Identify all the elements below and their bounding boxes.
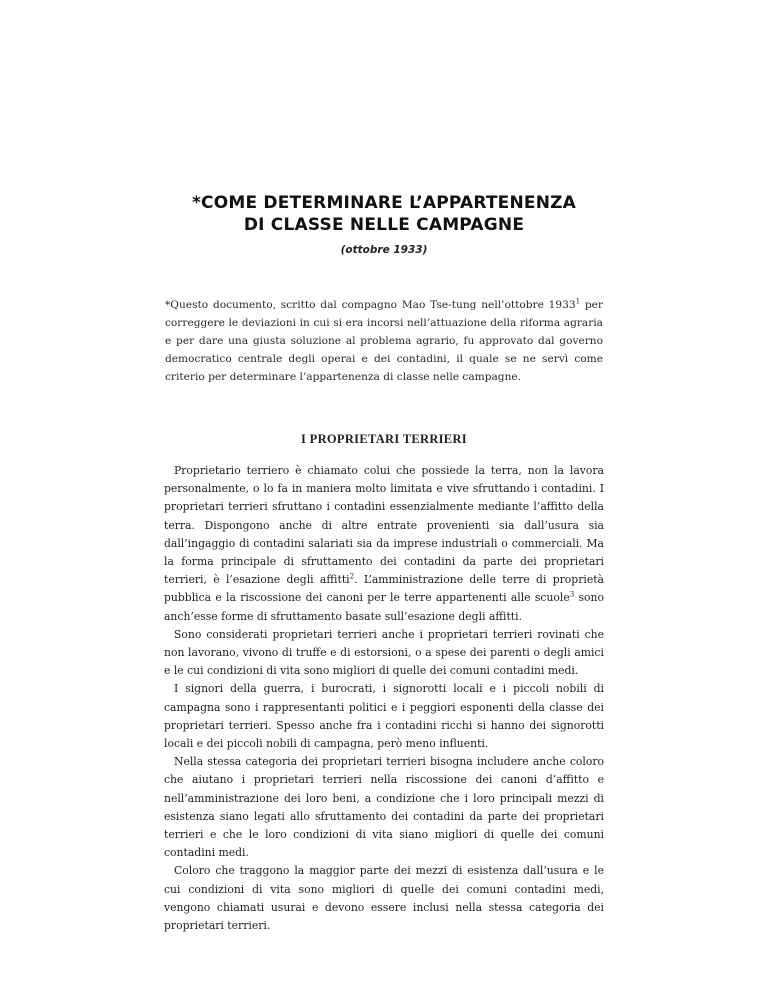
paragraph-1-part-c: sono anch’esse forme di sfruttamento basate sull’esazione degli affitti. [164, 591, 605, 623]
section-body [164, 462, 604, 935]
note-text-end: per correggere le deviazioni in cui si era incorsi nell’attuazione della riforma agraria e per dare una giusta soluzione al problema agrario, fu approvato dal governo democratico centrale degli operai e dei contadini, il quale se ne servì come criterio per determinare l’appartenenza di classe nelle campagne. [165, 299, 603, 383]
paragraph-1-part-a: Proprietario terriero è chiamato colui che possiede la terra, non la lavora personalmente, o lo fa in maniera molto limitata e vive sfruttando i contadini. I proprietari terrieri sfruttano i contadini essenzialmente mediante l’affitto della terra. Dispongono anche di altre entrate provenienti sia dall’usura sia dall’ingaggio di contadini salariati sia da imprese industriali o commerciali. Ma la forma principale di sfruttamento dei contadini da parte dei proprietari terrieri, è l’esazione degli affitti [164, 464, 604, 587]
editorial-note [165, 296, 603, 386]
paragraph-5: Coloro che traggono la maggior parte dei mezzi di esistenza dall’usura e le cui condizioni di vita sono migliori di quelle dei comuni contadini medi, vengono chiamati usurai e devono essere inclusi nella stessa categoria dei proprietari terrieri. [164, 864, 604, 933]
paragraph-1-part-b: . L’amministrazione delle terre di proprietà pubblica e la riscossione dei canoni per le terre appartenenti alle scuole [164, 573, 604, 605]
document-title-line-2: DI CLASSE NELLE CAMPAGNE [243, 215, 525, 235]
footnote-ref-3: 3 [569, 590, 575, 599]
paragraph-1 [164, 462, 604, 626]
footnote-ref-2: 2 [349, 572, 355, 581]
paragraph-2: Sono considerati proprietari terrieri anche i proprietari terrieri rovinati che non lavorano, vivono di truffe e di estorsioni, o a spese dei parenti o degli amici e le cui condizioni di vita sono migliori di quelle dei comuni contadini medi. [164, 627, 604, 678]
footnote-ref-1: 1 [575, 297, 581, 306]
document-title-line-1: *COME DETERMINARE L’APPARTENENZA [191, 193, 577, 213]
note-text-start: *Questo documento, scritto dal compagno Mao Tse-tung nell’ottobre 1933 [165, 299, 576, 311]
paragraph-4: Nella stessa categoria dei proprietari terrieri bisogna includere anche coloro che aiutano i proprietari terrieri nella riscossione dei canoni d’affitto e nell’amministrazione dei loro beni, a condizione che i loro principali mezzi di esistenza siano legati allo sfruttamento dei contadini da parte dei proprietari terrieri e che le loro condizioni di vita siano migliori di quelle dei comuni contadini medi. [164, 755, 604, 860]
document-date: (ottobre 1933) [340, 244, 428, 256]
title-block [0, 192, 768, 256]
paragraph-3: I signori della guerra, i burocrati, i signorotti locali e i piccoli nobili di campagna sono i rappresentanti politici e i peggiori esponenti della classe dei proprietari terrieri. Spesso anche fra i contadini ricchi si hanno dei signorotti locali e dei piccoli nobili di campagna, però meno influenti. [164, 682, 604, 751]
section-heading: I PROPRIETARI TERRIERI [301, 432, 467, 446]
